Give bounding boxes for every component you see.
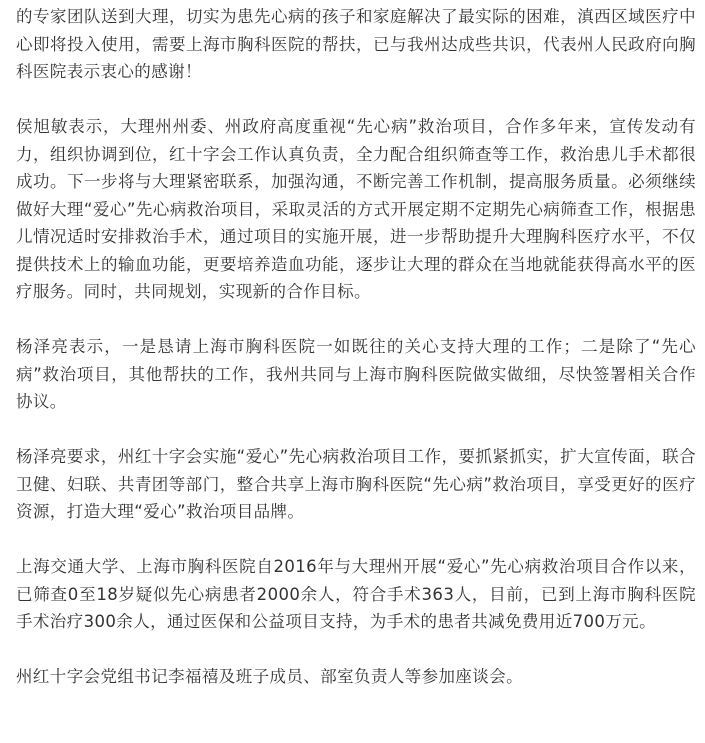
article-body <box>16 0 696 718</box>
article-paragraph-4: 杨泽亮要求，州红十字会实施“爱心”先心病救治项目工作，要抓紧抓实，扩大宣传面，联合卫健、妇联、共青团等部门，整合共享上海市胸科医院“先心病”救治项目，享受更好的医疗资源，打造大理“爱心”救治项目品牌。 <box>16 447 696 521</box>
article-paragraph-2: 侯旭敏表示，大理州州委、州政府高度重视“先心病”救治项目，合作多年来，宣传发动有力，组织协调到位，红十字会工作认真负责，全力配合组织筛查等工作，救治患儿手术都很成功。下一步将与大理紧密联系，加强沟通，不断完善工作机制，提高服务质量。必须继续做好大理“爱心”先心病救治项目，采取灵活的方式开展定期不定期先心病筛查工作，根据患儿情况适时安排救治手术，通过项目的实施开展，进一步帮助提升大理胸科医疗水平，不仅提供技术上的输血功能，更要培养造血功能，逐步让大理的群众在当地就能获得高水平的医疗服务。同时，共同规划，实现新的合作目标。 <box>16 117 696 301</box>
article-paragraph-6: 州红十字会党组书记李福禧及班子成员、部室负责人等参加座谈会。 <box>16 667 523 686</box>
article-paragraph-1: 的专家团队送到大理，切实为患先心病的孩子和家庭解决了最实际的困难，滇西区域医疗中心即将投入使用，需要上海市胸科医院的帮扶，已与我州达成些共识，代表州人民政府向胸科医院表示衷心的感谢！ <box>16 7 696 81</box>
article-paragraph-3: 杨泽亮表示，一是恳请上海市胸科医院一如既往的关心支持大理的工作；二是除了“先心病”救治项目，其他帮扶的工作，我州共同与上海市胸科医院做实做细，尽快签署相关合作协议。 <box>16 337 696 411</box>
article-paragraph-5: 上海交通大学、上海市胸科医院自2016年与大理州开展“爱心”先心病救治项目合作以来，已筛查0至18岁疑似先心病患者2000余人，符合手术363人，目前，已到上海市胸科医院手术治疗300余人，通过医保和公益项目支持，为手术的患者共减免费用近700万元。 <box>16 557 696 631</box>
